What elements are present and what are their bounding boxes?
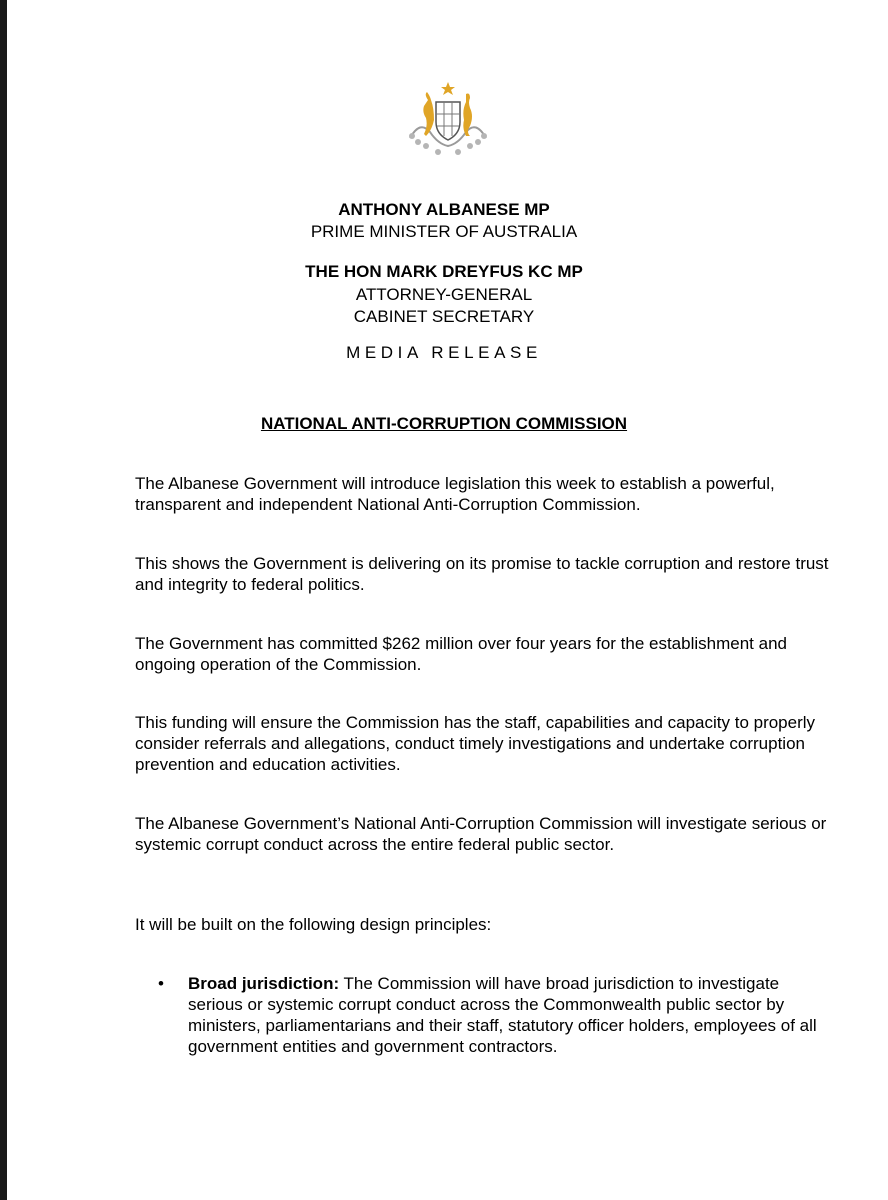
minister-name-secondary: THE HON MARK DREYFUS KC MP xyxy=(305,262,583,281)
paragraph-capacity: This funding will ensure the Commission has the staff, capabilities and capacity to properly consider referrals and allegations, conduct timely investigations and undertake corruption prevention and education activities. xyxy=(135,713,816,774)
coat-of-arms-crest xyxy=(400,80,496,160)
minister-title-primary: PRIME MINISTER OF AUSTRALIA xyxy=(310,222,578,241)
paragraph-scope: The Albanese Government’s National Anti-Corruption Commission will investigate serious or systemic corrupt conduct across the entire federal public sector. xyxy=(135,814,827,854)
list-item xyxy=(135,973,835,1057)
principle-text: The Commission will have broad jurisdiction to investigate serious or systemic corrupt conduct across the Commonwealth public sector by ministers, parliamentarians and their staff, statutory officer holders, employees of all government entities and government contractors. xyxy=(188,974,817,1056)
minister-name-primary: ANTHONY ALBANESE MP xyxy=(338,200,550,219)
bullet-icon: • xyxy=(158,974,164,993)
paragraph-promise: This shows the Government is delivering on its promise to tackle corruption and restore trust and integrity to federal politics. xyxy=(135,554,829,594)
paragraph-intro: The Albanese Government will introduce legislation this week to establish a powerful, transparent and independent National Anti-Corruption Commission. xyxy=(135,474,775,514)
minister-title-tertiary: CABINET SECRETARY xyxy=(353,307,535,326)
paragraph-principles-intro: It will be built on the following design principles: xyxy=(135,915,492,934)
design-principles-list xyxy=(135,973,835,1057)
principle-heading: Broad jurisdiction: xyxy=(188,974,340,993)
minister-title-secondary: ATTORNEY-GENERAL xyxy=(355,285,533,304)
paragraph-funding: The Government has committed $262 million over four years for the establishment and ongoing operation of the Commission. xyxy=(135,634,787,674)
page-edge-rule xyxy=(0,0,7,1200)
media-release-label: MEDIA RELEASE xyxy=(346,343,542,362)
release-title: NATIONAL ANTI-CORRUPTION COMMISSION xyxy=(260,414,628,433)
